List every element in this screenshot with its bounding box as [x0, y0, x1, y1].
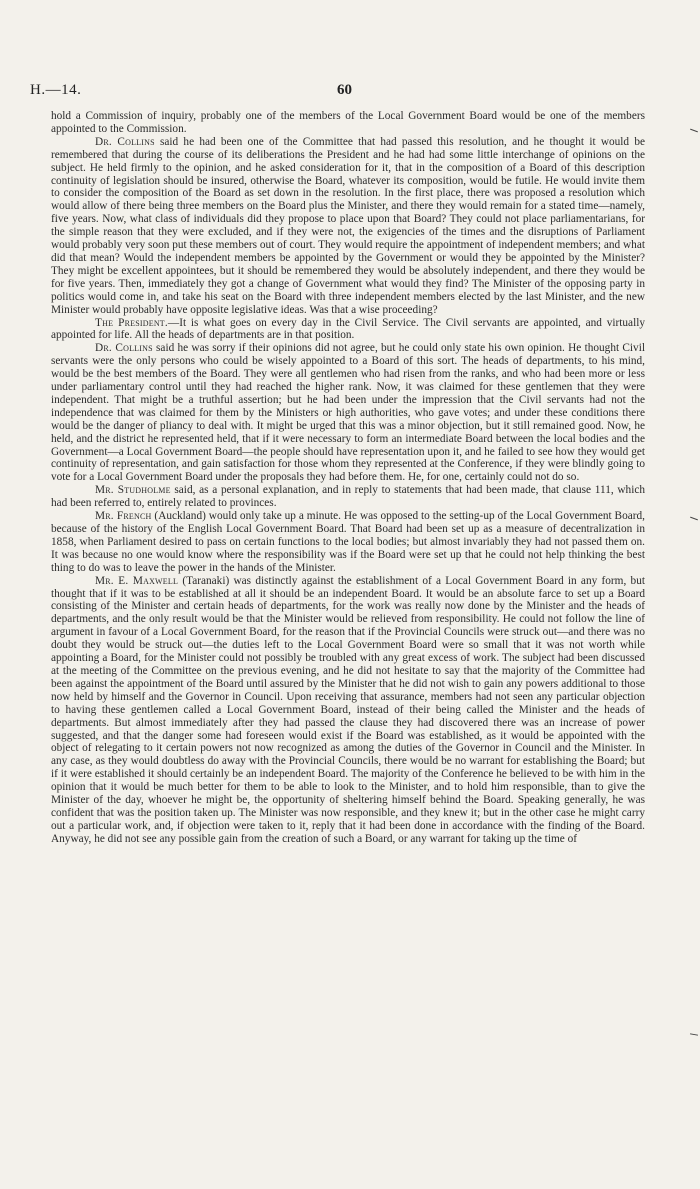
margin-mark — [690, 1033, 698, 1035]
paragraph — [51, 110, 645, 136]
paragraph-text: (Taranaki) was distinctly against the establishment of a Local Government Board in any form, but thought that if it was to be established at all it should be an independent Board. It would be an absolute farce to set up a Board consisting of the Minister and certain heads of departments, for the work was really now done by the Minister and the heads of departments, and the only result would be that the Minister would be relieved from responsibility. He could not follow the line of argument in favour of a Local Government Board, for the reason that if the Provincial Councils were struck out—and there was no doubt they would be struck out—the duties left to the Local Government Board were so small that it was not worth while appointing a Board, for the Minister could not possibly be troubled with any great excess of work. The subject had been discussed at the meeting of the Committee on the previous evening, and he did not hesitate to say that the majority of the Committee had been against the appointment of the Board until assured by the Minister that he did not wish to gain any powers additional to those now held by himself and the Governor in Council. Upon receiving that assurance, members had not seen any particular objection to having these gentlemen called a Local Government Board, instead of their being called the Minister and the heads of departments. But almost immediately after they had passed the clause they had discovered there was an increase of power suggested, and that the danger some had foreseen would exist if the Board was established, as it would be appointed with the object of relegating to it certain powers not now recognized as among the duties of the Governor in Council and the Minister. In any case, as they would doubtless do away with the Provincial Councils, there would be no warrant for establishing the Board; but if it were established it should certainly be an independent Board. The majority of the Conference he believed to be with him in the opinion that it would be much better for them to be able to look to the Minister, and to hold him responsible, than to give the Minister of the day, whoever he might be, the opportunity of sheltering himself behind the Board. Speaking generally, he was confident that was the position taken up. The Minister was now responsible, and they knew it; but in the other case he might carry out a particular work, and, if objection were taken to it, reply that it had been done in accordance with the finding of the Board. Anyway, he did not see any possible gain from the creation of such a Board, or any warrant for taking up the time of — [51, 574, 645, 845]
paragraph — [51, 342, 645, 484]
paragraph — [51, 136, 645, 317]
margin-mark — [690, 129, 698, 133]
speaker-name: Dr. Collins — [95, 135, 155, 148]
speaker-name: Mr. French — [95, 510, 152, 523]
paragraph — [51, 510, 645, 575]
document-reference: H.—14. — [30, 82, 82, 98]
paragraph-text: said he had been one of the Committee that had passed this resolution, and he thought it would be remembered that during the course of its deliberations the President and he had had some little interchange of opinions on the subject. He held firmly to the opinion, and he asked consideration for it, that in the composition of a Board of this description continuity of legislation should be insured, otherwise the Board, whatever its composition, would be futile. He would invite them to consider the composition of the Board as set down in the resolution. In the first place, there was proposed a resolution which would allow of there being three members on the Board plus the Minister, and there they would remain for a stated time—namely, five years. Now, what class of individuals did they propose to place upon that Board? They could not place parliamentarians, for the simple reason that they were excluded, and if they were not, the exigencies of the times and the disruptions of Parliament would probably very soon put these members out of court. They would require the appointment of independent members; and what did that mean? Would the independent members be appointed by the Government or would they be appointed by the Minister? They might be excellent appointees, but it should be remembered they would be absolutely independent, and there they would be for five years. Then, immediately they got a change of Government what would they find? The Minister of the opposing party in politics would come in, and take his seat on the Board with three independent members elected by the last Minister, and the new Minister would probably have opposite legislative ideas. Was that a wise proceeding? — [51, 135, 645, 316]
speaker-name: Mr. Studholme — [95, 484, 171, 497]
page-number: 60 — [337, 82, 352, 98]
paragraph-text: said he was sorry if their opinions did not agree, but he could only state his own opinion. He thought Civil servants were the only persons who could be wisely appointed to a Board of this sort. The heads of departments, to his mind, would be the best members of the Board. They were all gentlemen who had risen from the ranks, and who had been more or less under parliamentary control until they had reached the higher rank. Now, it was claimed for these gentlemen that they were independent. That might be a truthful assertion; but he had been under the impression that the Civil servants had not the independence that was claimed for them by the Ministers or high authorities, who gave votes; and under these conditions there would be the danger of pliancy to deal with. It might be urged that this was a minor objection, but it still remained good. Now, he held, and the district he represented held, that if it were necessary to form an intermediate Board between the local bodies and the Government—a Local Government Board—the people should have representation upon it, and he failed to see how they would get continuity of representation, and gain satisfaction for those whom they represented at the Conference, if they were blindly going to vote for a Local Government Board under the proposals they had before them. He, for one, certainly could not do so. — [51, 342, 645, 484]
paragraph-text: said, as a personal explanation, and in reply to statements that had been made, that clause 111, which had been referred to, entirely related to provinces. — [51, 484, 645, 510]
paragraph — [51, 317, 645, 343]
speaker-name: The President. — [95, 316, 168, 329]
paragraph — [51, 575, 645, 846]
speaker-name: Dr. Collins — [95, 342, 153, 355]
margin-mark — [690, 517, 698, 521]
paragraph-text: hold a Commission of inquiry, probably one of the members of the Local Government Board would be one of the members appointed to the Commission. — [51, 110, 645, 135]
speaker-name: Mr. E. Maxwell — [95, 574, 179, 587]
paragraph — [51, 484, 645, 510]
paragraph-text: (Auckland) would only take up a minute. He was opposed to the setting-up of the Local Government Board, because of the history of the English Local Government Board. That Board had been set up as a measure of decentralization in 1858, when Parliament desired to pass on certain functions to the local bodies; but almost invariably they had not passed them on. It was because no one would know where the responsibility was if the Board were set up that he could not help thinking the best thing to do was to leave the power in the hands of the Minister. — [51, 510, 645, 574]
document-body — [51, 110, 645, 846]
page-header — [30, 82, 650, 102]
paragraph-text: —It is what goes on every day in the Civil Service. The Civil servants are appointed, and virtually appointed for life. All the heads of departments are in that position. — [51, 316, 645, 342]
